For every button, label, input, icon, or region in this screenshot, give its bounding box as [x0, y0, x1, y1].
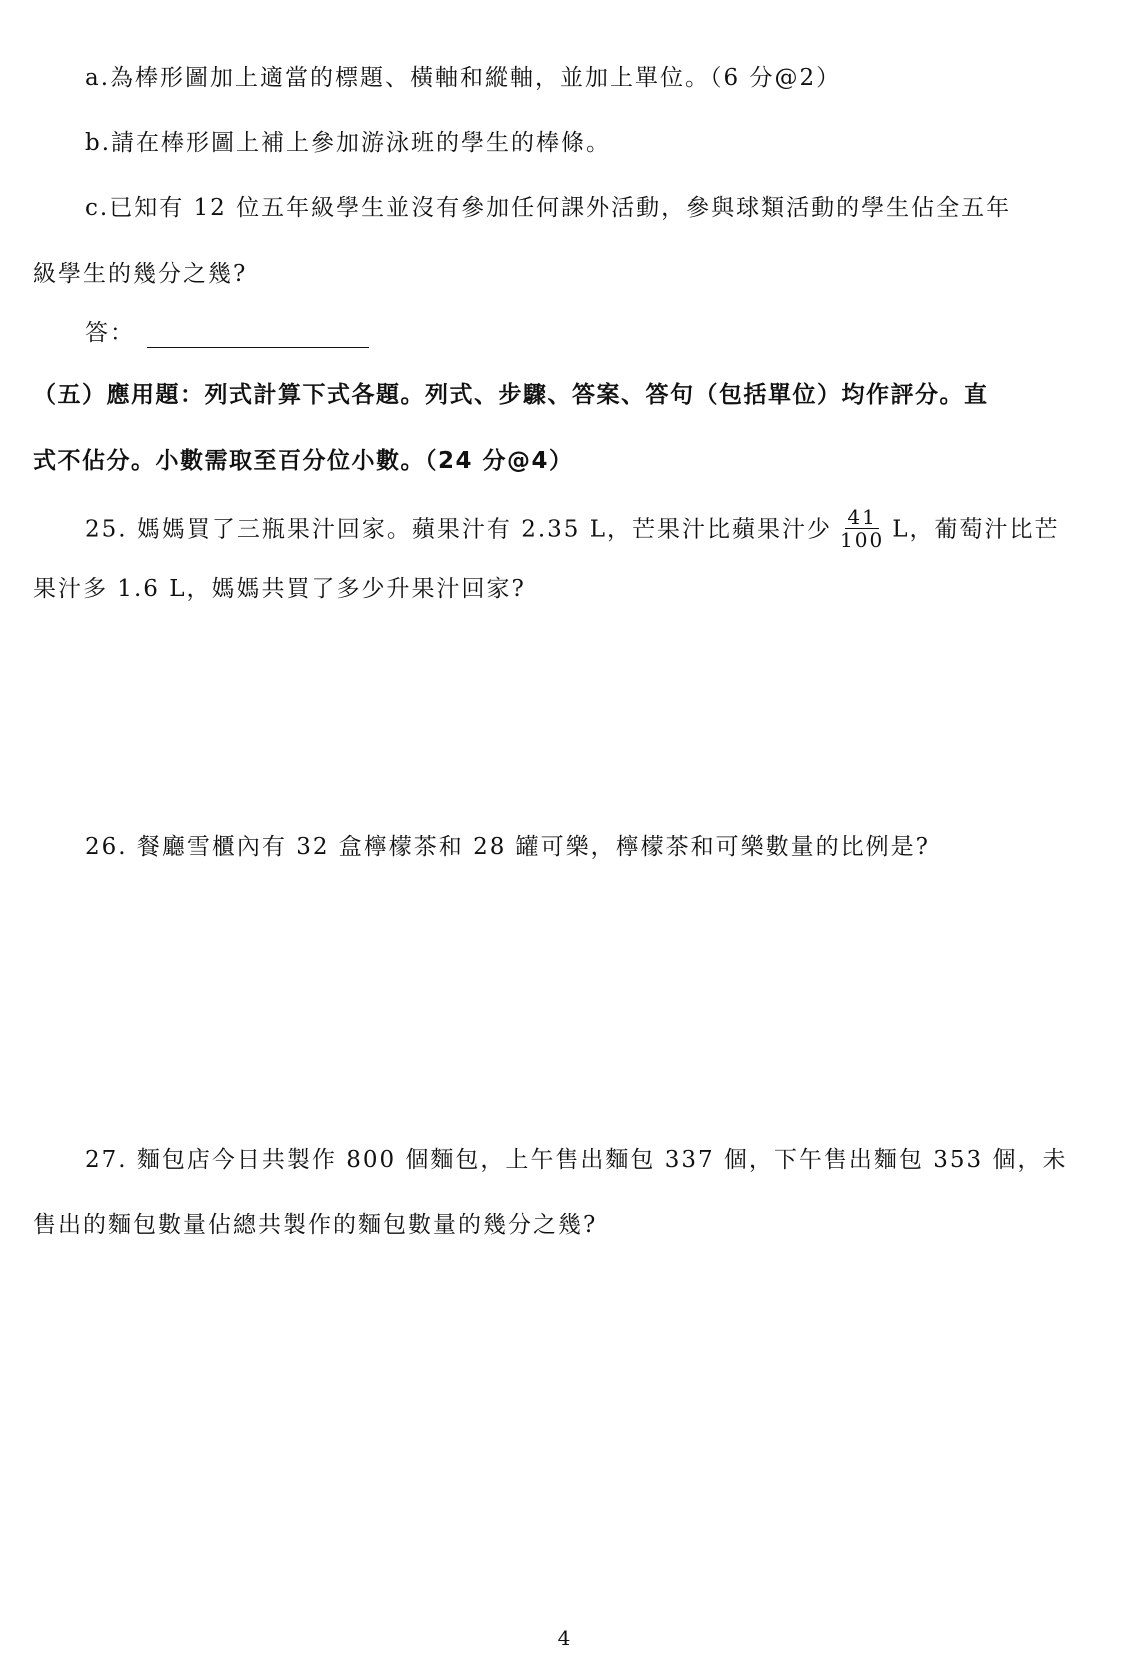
question-text-continued: L，葡萄汁比芒: [892, 516, 1060, 543]
question-27-line1: [85, 1145, 1067, 1175]
subquestion-c-line2: 級學生的幾分之幾?: [33, 261, 248, 287]
subquestion-b: b.請在棒形圖上補上參加游泳班的學生的棒條。: [85, 130, 612, 156]
question-number: 25.: [85, 516, 128, 543]
subquestion-c-line1: c.已知有 12 位五年級學生並沒有參加任何課外活動，參與球類活動的學生佔全五年: [85, 195, 1012, 221]
question-number: 26.: [85, 834, 128, 860]
answer-blank-line[interactable]: [147, 325, 369, 348]
question-26-line1: [85, 832, 930, 862]
question-25-line2: 果汁多 1.6 L，媽媽共買了多少升果汁回家?: [33, 576, 526, 602]
question-25-line1: [85, 505, 1060, 553]
answer-row: [85, 318, 369, 348]
question-text: 麵包店今日共製作 800 個麵包，上午售出麵包 337 個，下午售出麵包 353 個，未: [136, 1147, 1068, 1173]
question-27-line2: 售出的麵包數量佔總共製作的麵包數量的幾分之幾?: [33, 1212, 598, 1238]
section-five-heading-line1: （五）應用題：列式計算下式各題。列式、步驟、答案、答句（包括單位）均作評分。直: [33, 382, 989, 408]
fraction-41-over-100: [838, 506, 886, 551]
section-five-heading-line2: 式不佔分。小數需取至百分位小數。（24 分@4）: [33, 448, 574, 474]
question-text: 媽媽買了三瓶果汁回家。蘋果汁有 2.35 L，芒果汁比蘋果汁少: [136, 516, 832, 543]
subquestion-a: a.為棒形圖加上適當的標題、橫軸和縱軸，並加上單位。（6 分@2）: [85, 65, 842, 91]
question-text: 餐廳雪櫃內有 32 盒檸檬茶和 28 罐可樂，檸檬茶和可樂數量的比例是?: [136, 834, 930, 860]
page-number: 4: [557, 1626, 571, 1650]
answer-label: 答：: [85, 320, 135, 346]
fraction-numerator: 41: [847, 505, 877, 529]
fraction-denominator: 100: [840, 528, 885, 552]
question-number: 27.: [85, 1147, 128, 1173]
